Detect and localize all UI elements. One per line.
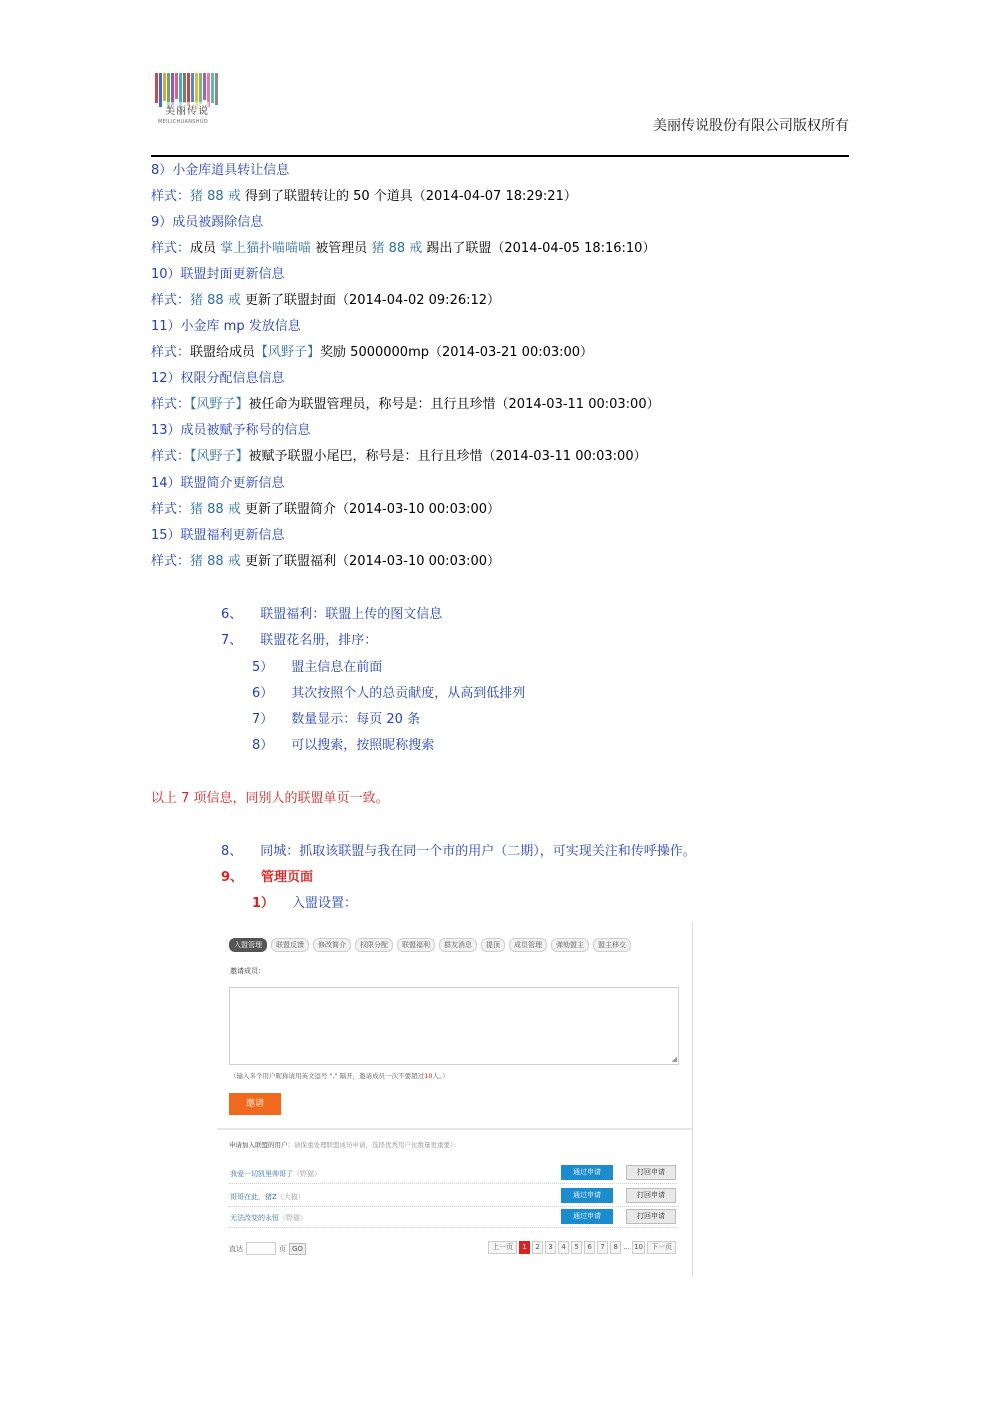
page-jump (229, 1242, 306, 1255)
sub-item-5 (252, 659, 382, 677)
tab-members[interactable]: 成员管理 (509, 938, 547, 952)
logo-stripe (215, 73, 218, 105)
logo-text-cn: 美丽传说 (165, 102, 209, 117)
page-button[interactable]: 3 (545, 1241, 556, 1254)
go-button[interactable]: GO (289, 1243, 306, 1255)
apply-label (229, 1140, 460, 1149)
style-prefix: 样式： (151, 449, 191, 464)
logo-stripe (163, 73, 166, 101)
sub-text: 其次按照个人的总贡献度，从高到低排列 (291, 686, 526, 701)
applicant-row (229, 1186, 677, 1207)
logo-stripe (159, 73, 162, 107)
logo-text-en: MEILICHUANSHUO (158, 119, 209, 125)
style-example (151, 553, 500, 571)
note-text: 以上 7 项信息，同别人的联盟单页一致。 (151, 791, 389, 806)
sub-text: 入盟设置： (292, 896, 358, 911)
tab-transfer[interactable]: 盟主移交 (593, 938, 631, 952)
sub-number: 5） (252, 660, 274, 675)
tab-feedback[interactable]: 联盟反馈 (271, 938, 309, 952)
invite-textarea[interactable] (229, 987, 679, 1065)
style-prefix: 样式： (151, 502, 191, 517)
admin-tabs (229, 938, 631, 952)
list-text: 同城：抓取该联盟与我在同一个市的用户（二期），可实现关注和传呼操作。 (260, 844, 696, 859)
style-text: 被任命为联盟管理员，称号是：且行且珍惜（2014-03-11 00:03:00） (248, 397, 660, 412)
prev-page-button[interactable]: 上一页 (488, 1241, 517, 1254)
section-divider (217, 1128, 692, 1130)
style-prefix: 样式： (151, 189, 191, 204)
applicant-name[interactable]: 我爱一切凯里帅哥了（野猫） (230, 1170, 321, 1178)
section-heading: 13）成员被赋予称号的信息 (151, 423, 311, 438)
invite-label: 邀请成员： (230, 967, 265, 975)
section-heading: 9）成员被踢除信息 (151, 215, 264, 230)
sub-item-8 (252, 737, 434, 755)
page-button[interactable]: 4 (558, 1241, 569, 1254)
logo-stripe (175, 73, 178, 99)
invite-button[interactable]: 邀请 (229, 1093, 281, 1115)
style-example (151, 344, 593, 362)
list-number: 7、 (221, 633, 243, 648)
user-name: 猪 88 戒 (190, 293, 241, 308)
apply-title: 申请加入联盟的用户： (229, 1141, 294, 1149)
invite-hint (230, 1071, 449, 1080)
header-divider (151, 155, 849, 157)
style-prefix: 样式： (151, 345, 191, 360)
approve-button[interactable]: 通过申请 (561, 1209, 613, 1224)
page-button[interactable]: 1 (519, 1241, 530, 1254)
list-number: 9、 (221, 870, 244, 885)
applicant-name[interactable]: 无法改变的永恒（野猫） (230, 1214, 307, 1222)
user-name: 猪 88 戒 (190, 554, 241, 569)
style-example (151, 292, 500, 310)
sub-number: 8） (252, 738, 274, 753)
style-example (151, 448, 647, 466)
style-text: 成员 (190, 241, 221, 256)
resize-grip-icon[interactable]: ◢ (671, 1055, 677, 1063)
section-heading: 14）联盟简介更新信息 (151, 476, 285, 491)
list-text: 联盟花名册，排序： (260, 633, 378, 648)
logo-stripe (183, 73, 186, 103)
section-heading: 12）权限分配信息信息 (151, 371, 285, 386)
apply-note: 请保重处理联盟成员申请，选择优秀用户比数量更重要）： (294, 1141, 460, 1149)
list-text: 管理页面 (261, 870, 314, 885)
tab-bump[interactable]: 提顶 (481, 938, 505, 952)
style-text: 更新了联盟封面（2014-04-02 09:26:12） (240, 293, 501, 308)
section-heading: 11）小金库 mp 发放信息 (151, 319, 301, 334)
copyright-text: 美丽传说股份有限公司版权所有 (653, 118, 849, 134)
hint-text: （输入多个用户昵称请用英文逗号 "," 隔开，邀请成员一次不要超过 (230, 1072, 425, 1080)
style-text: 奖励 5000000mp（2014-03-21 00:03:00） (320, 345, 594, 360)
sub-item-7 (252, 711, 420, 729)
user-name: 猪 88 戒 (190, 189, 241, 204)
logo-stripe (199, 73, 202, 104)
tab-group-messages[interactable]: 群友消息 (439, 938, 477, 952)
reject-button[interactable]: 打回申请 (626, 1165, 676, 1180)
logo-stripe (211, 73, 214, 103)
style-text: 被赋予联盟小尾巴，称号是：且行且珍惜（2014-03-11 00:03:00） (248, 449, 647, 464)
list-number: 8、 (221, 844, 243, 859)
tab-permissions[interactable]: 权限分配 (355, 938, 393, 952)
logo-stripe (203, 73, 206, 100)
approve-button[interactable]: 通过申请 (561, 1188, 613, 1203)
page-button[interactable]: 6 (584, 1241, 595, 1254)
list-item-6 (221, 606, 442, 624)
sub-number: 1） (252, 896, 275, 911)
applicant-row (229, 1207, 677, 1228)
jump-label: 直达 (229, 1244, 243, 1253)
hint-text-end: 人。） (432, 1072, 449, 1080)
style-text: 得到了联盟转让的 50 个道具（2014-04-07 18:29:21） (240, 189, 577, 204)
style-prefix: 样式： (151, 293, 191, 308)
sub-item-6 (252, 685, 525, 703)
list-item-7 (221, 632, 377, 650)
tab-edit-intro[interactable]: 修改简介 (313, 938, 351, 952)
page-button[interactable]: 2 (532, 1241, 543, 1254)
style-text: 被管理员 (311, 241, 372, 256)
style-example (151, 396, 660, 414)
sub-text: 可以搜索，按照昵称搜索 (291, 738, 435, 753)
reject-button[interactable]: 打回申请 (626, 1209, 676, 1224)
applicant-row (229, 1163, 677, 1184)
list-item-9 (221, 869, 313, 887)
approve-button[interactable]: 通过申请 (561, 1165, 613, 1180)
list-text: 联盟福利：联盟上传的图文信息 (260, 607, 443, 622)
user-name: 猪 88 戒 (190, 502, 241, 517)
logo-stripe (155, 73, 158, 103)
section-heading: 15）联盟福利更新信息 (151, 528, 285, 543)
style-example (151, 188, 577, 206)
list-number: 6、 (221, 607, 243, 622)
sub-number: 6） (252, 686, 274, 701)
sub-item-1 (252, 895, 357, 913)
tab-impeach[interactable]: 弹劾盟主 (551, 938, 589, 952)
style-example (151, 240, 655, 258)
tab-join-management[interactable]: 入盟管理 (229, 938, 267, 952)
style-prefix: 样式： (151, 241, 191, 256)
next-page-button[interactable]: 下一页 (647, 1241, 676, 1254)
jump-unit: 页 (279, 1244, 286, 1253)
style-text: 联盟给成员 (190, 345, 256, 360)
hint-limit: 10 (424, 1072, 433, 1080)
page-button[interactable]: 10 (632, 1241, 645, 1254)
style-prefix: 样式： (151, 397, 191, 412)
sub-number: 7） (252, 712, 274, 727)
page-button[interactable]: 7 (597, 1241, 608, 1254)
pagination (488, 1241, 676, 1254)
user-name: 【风野子】 (255, 345, 321, 360)
logo-stripe (191, 73, 194, 102)
sub-text: 盟主信息在前面 (291, 660, 383, 675)
reject-button[interactable]: 打回申请 (626, 1188, 676, 1203)
list-item-8 (221, 843, 696, 861)
page-button[interactable]: 8 (610, 1241, 621, 1254)
section-heading: 10）联盟封面更新信息 (151, 267, 285, 282)
style-example (151, 501, 500, 519)
user-name: 【风野子】 (190, 449, 249, 464)
page-number-input[interactable] (246, 1242, 276, 1255)
tab-welfare[interactable]: 联盟福利 (397, 938, 435, 952)
user-name: 猪 88 戒 (371, 241, 423, 256)
section-heading: 8）小金库道具转让信息 (151, 163, 290, 178)
style-prefix: 样式： (151, 554, 191, 569)
user-name: 【风野子】 (190, 397, 249, 412)
user-name: 掌上猫扑喵喵喵 (220, 241, 312, 256)
page-button[interactable]: 5 (571, 1241, 582, 1254)
join-settings-panel (217, 922, 693, 1277)
sub-text: 数量显示：每页 20 条 (291, 712, 421, 727)
style-text: 更新了联盟简介（2014-03-10 00:03:00） (240, 502, 501, 517)
company-logo (155, 73, 223, 128)
applicant-name[interactable]: 哥哥在此，猪Z（大猫） (230, 1193, 305, 1201)
style-text: 踢出了联盟（2014-04-05 18:16:10） (422, 241, 656, 256)
style-text: 更新了联盟福利（2014-03-10 00:03:00） (240, 554, 501, 569)
page-ellipsis: ... (623, 1243, 630, 1251)
logo-stripe (171, 73, 174, 105)
